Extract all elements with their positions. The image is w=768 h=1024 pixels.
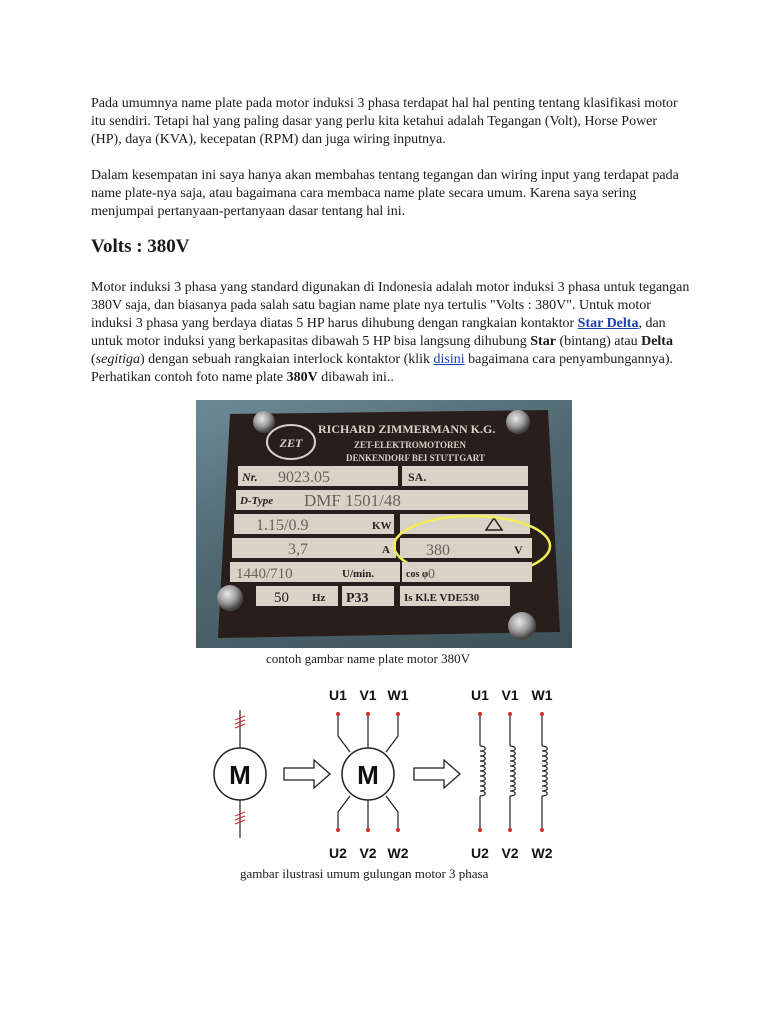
kw-value: 1.15/0.9 bbox=[256, 517, 309, 534]
rpm-value: 1440/710 bbox=[236, 566, 293, 582]
scope-paragraph: Dalam kesempatan ini saya hanya akan membahas tentang tegangan dan wiring input yang terdapat pada name plate-nya saja, atau bagaimana cara membaca name plate secara umum. Karena saya sering menjumpai pertanyaan-pertanyaan dasar tentang hal ini. bbox=[91, 168, 679, 219]
coil-terminal-dot bbox=[478, 828, 482, 832]
nameplate-photo bbox=[196, 400, 572, 648]
text-run: ) dengan sebuah rangkaian interlock kontaktor (klik bbox=[140, 352, 434, 367]
cos-value: 0 bbox=[428, 567, 435, 582]
coil-label-bottom: V2 bbox=[501, 845, 519, 861]
coil-terminal-dot bbox=[540, 712, 544, 716]
star-delta-link[interactable]: Star Delta bbox=[577, 316, 639, 331]
terminal-label-top: W1 bbox=[387, 687, 409, 703]
text-run: bagaimana cara penyambungannya). Perhatikan contoh foto name plate bbox=[91, 352, 674, 385]
terminal-label-bottom: U2 bbox=[329, 845, 347, 861]
nr-value: 9023.05 bbox=[278, 469, 330, 486]
iso-value: Is Kl.E VDE530 bbox=[404, 592, 480, 604]
nr-label: Nr. bbox=[242, 470, 258, 484]
terminal-label-top: U1 bbox=[329, 687, 347, 703]
winding-diagram bbox=[200, 680, 580, 865]
terminal-label-bottom: W2 bbox=[387, 845, 409, 861]
hz-value: 50 bbox=[274, 590, 289, 606]
coil-label-bottom: W2 bbox=[531, 845, 553, 861]
amp-value: 3,7 bbox=[288, 541, 308, 558]
plate-logo-text: ZET bbox=[279, 436, 303, 450]
type-label: D-Type bbox=[240, 495, 274, 507]
motor-label: M bbox=[229, 760, 251, 790]
winding-coil-icon bbox=[480, 746, 485, 796]
coil-label-top: U1 bbox=[471, 687, 489, 703]
coil-terminal-dot bbox=[508, 712, 512, 716]
terminal-label-bottom: V2 bbox=[359, 845, 377, 861]
volt-label: V bbox=[514, 543, 523, 557]
coil-label-bottom: U2 bbox=[471, 845, 489, 861]
coil-label-top: V1 bbox=[501, 687, 519, 703]
rpm-label: U/min. bbox=[342, 568, 375, 580]
winding-coil-icon bbox=[542, 746, 547, 796]
hz-label: Hz bbox=[312, 592, 326, 604]
disini-link[interactable]: disini bbox=[433, 352, 465, 367]
segitiga-term: segitiga bbox=[95, 352, 141, 367]
plate-sub1: ZET-ELEKTROMOTOREN bbox=[354, 440, 467, 450]
section-heading: Volts : 380V bbox=[91, 236, 190, 257]
text-run: (bintang) atau bbox=[555, 334, 642, 349]
screw-icon bbox=[508, 612, 536, 640]
p-value: P33 bbox=[346, 591, 369, 606]
nameplate-graphic bbox=[196, 400, 572, 648]
delta-term: Delta bbox=[641, 334, 673, 349]
arrow-right-icon bbox=[284, 760, 330, 788]
text-run: , dan untuk motor induksi yang berkapasitas dibawah 5 HP bisa langsung dihubung bbox=[91, 316, 666, 349]
volt-value: 380 bbox=[426, 542, 450, 559]
coil-label-top: W1 bbox=[531, 687, 553, 703]
cos-label: cos φ bbox=[406, 569, 429, 580]
kw-label: KW bbox=[372, 520, 392, 532]
coil-terminal-dot bbox=[508, 828, 512, 832]
type-value: DMF 1501/48 bbox=[304, 491, 401, 510]
terminal-label-top: V1 bbox=[359, 687, 377, 703]
arrow-right-icon bbox=[414, 760, 460, 788]
motor-label: M bbox=[357, 760, 379, 790]
plate-maker: RICHARD ZIMMERMANN K.G. bbox=[318, 422, 496, 436]
text-run: Motor induksi 3 phasa yang standard digunakan di Indonesia adalah motor induksi 3 phasa untuk tegangan 380V saja, dan biasanya pada salah satu bagian name plate nya tertulis "Volts : 380V". Untuk motor induksi 3 phasa yang berdaya diatas 5 HP harus dihubung dengan rangkaian kontaktor bbox=[91, 280, 690, 331]
hz-cell bbox=[256, 586, 338, 606]
amp-label: A bbox=[382, 544, 390, 556]
coil-terminal-dot bbox=[478, 712, 482, 716]
coil-terminal-dot bbox=[540, 828, 544, 832]
text-run: dibawah ini.. bbox=[317, 370, 394, 385]
coil-group bbox=[478, 712, 547, 832]
star-term: Star bbox=[530, 334, 556, 349]
sa-label: SA. bbox=[408, 470, 427, 484]
intro-paragraph: Pada umumnya name plate pada motor induksi 3 phasa terdapat hal hal penting tentang klasifikasi motor itu sendiri. Tetapi hal yang paling dasar yang perlu kita ketahui adalah Tegangan (Volt), Horse Power (HP), daya (KVA), kecepatan (RPM) dan juga wiring inputnya. bbox=[91, 96, 678, 147]
plate-sub2: DENKENDORF BEI STUTTGART bbox=[346, 453, 485, 463]
screw-icon bbox=[217, 585, 243, 611]
screw-icon bbox=[253, 411, 275, 433]
volts-paragraph bbox=[91, 279, 691, 387]
winding-coil-icon bbox=[510, 746, 515, 796]
screw-icon bbox=[506, 410, 530, 434]
amp-cell bbox=[232, 538, 396, 558]
text-run: ( bbox=[91, 352, 96, 367]
nameplate-caption: contoh gambar name plate motor 380V bbox=[266, 651, 470, 666]
diagram-caption: gambar ilustrasi umum gulungan motor 3 phasa bbox=[240, 866, 489, 881]
volt-cell bbox=[400, 538, 532, 558]
v380-term: 380V bbox=[286, 370, 318, 385]
